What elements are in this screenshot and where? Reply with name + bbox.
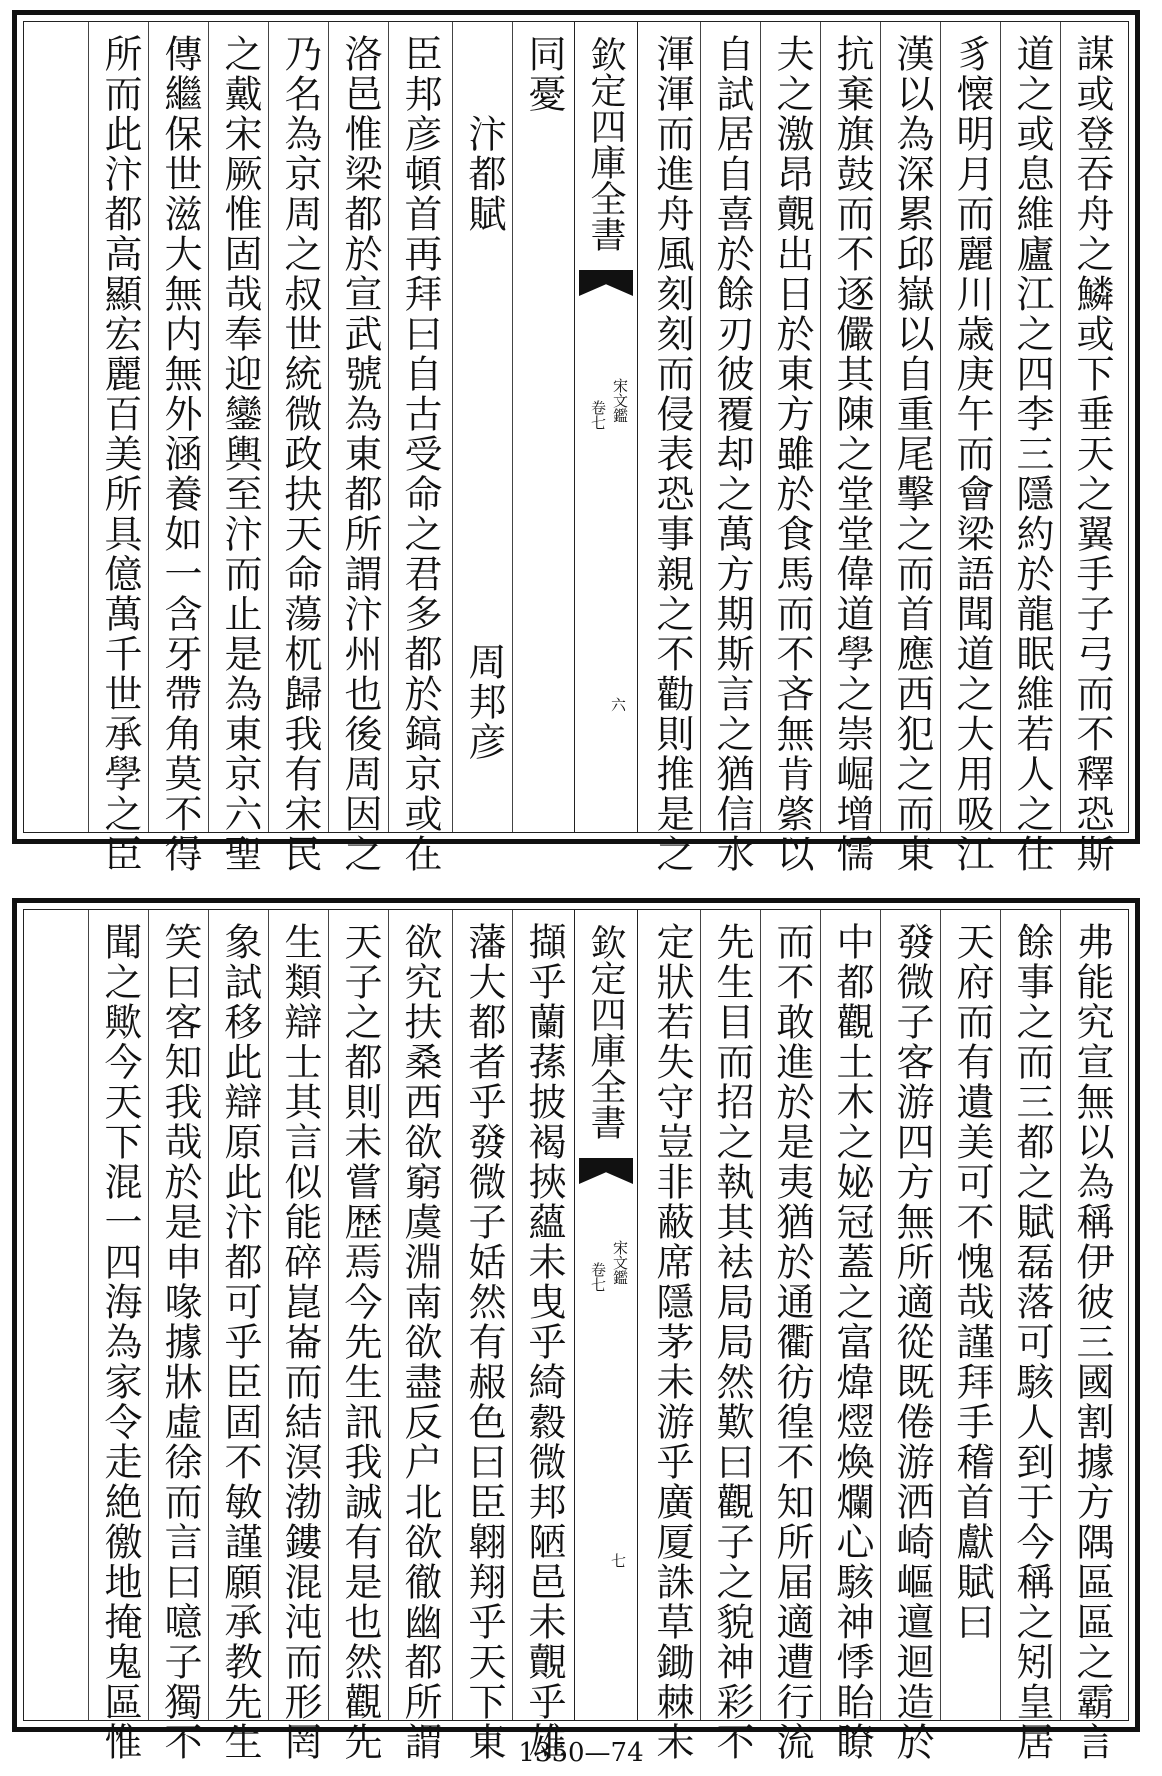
column-rule [1060, 910, 1061, 1720]
text-column: 而不敢進於是夷猶於通衢彷徨不知所届適遭行流 [770, 922, 814, 1762]
column-rule [388, 910, 389, 1720]
text-column: 天府而有遺美可不愧哉謹拜手稽首獻賦曰 [950, 922, 994, 1642]
fish-tail-mark [579, 270, 633, 296]
column-rule [1060, 22, 1061, 832]
column-rule [452, 910, 453, 1720]
source-book: 宋文鑑 [611, 378, 629, 423]
text-column: 之戴宋厥惟固哉奉迎鑾輿至汴而止是為東京六聖 [218, 34, 262, 874]
text-column: 定狀若失守豈非蔽席隱茅未游乎廣厦誅草鋤棘未 [650, 922, 694, 1762]
footer-page-code: 1350—74 [518, 1738, 644, 1768]
column-rule [1000, 910, 1001, 1720]
text-column: 擷乎蘭蓀披褐挾蘊未曳乎綺縠微邦陋邑未覿乎雄 [522, 922, 566, 1762]
text-column: 道之或息維廬江之四李三隱約於龍眠維若人之仕 [1010, 34, 1054, 874]
source-book: 宋文鑑 [611, 1240, 629, 1285]
column-rule [1000, 22, 1001, 832]
column-rule [880, 910, 881, 1720]
text-column: 中都觀土木之妼冠蓋之富煒熤煥爛心駭神悸眙瞭 [830, 922, 874, 1762]
column-rule [452, 22, 453, 832]
column-rule [760, 22, 761, 832]
text-column: 乃名為京周之叔世統微政抉天命蕩杌歸我有宋民 [278, 34, 322, 874]
text-column: 洛邑惟梁都於宣武號為東都所謂汴州也後周因之 [338, 34, 382, 874]
column-rule [880, 22, 881, 832]
text-column: 發微子客游四方無所適從既倦游洒崎嶇邅迴造於 [890, 922, 934, 1762]
text-column: 謀或登吞舟之鱗或下垂天之翼手子弓而不釋恐斯 [1070, 34, 1114, 874]
column-rule [208, 22, 209, 832]
text-column: 象試移此辯原此汴都可乎臣固不敏謹願承教先生 [218, 922, 262, 1762]
column-rule [820, 910, 821, 1720]
text-column: 弗能究宣無以為稱伊彼三國割據方隅區區之霸言 [1070, 922, 1114, 1762]
fish-tail-mark [579, 1158, 633, 1184]
text-column: 夫之激昂覿出日於東方雖於食馬而不吝無肯綮以 [770, 34, 814, 874]
column-rule [512, 22, 513, 832]
text-column: 豸懐明月而麗川歳庚午而會梁語聞道之大用吸江 [950, 34, 994, 874]
text-column: 渾渾而進舟風刻刻而侵表恐事親之不勸則推是之 [650, 34, 694, 874]
text-column: 生類辯士其言似能碎崑崙而結溟渤鏤混沌而形罔 [278, 922, 322, 1762]
column-rule [512, 910, 513, 1720]
text-column: 欲究扶桑西欲窮虞淵南欲盡反户北欲徹幽都所謂 [398, 922, 442, 1762]
column-rule [700, 22, 701, 832]
source-juan: 卷七 [589, 1262, 607, 1292]
text-column: 抗棄旗鼓而不逐儼其陳之堂堂偉道學之崇崛增懦 [830, 34, 874, 874]
center-title: 欽定四庫全書 [585, 36, 626, 252]
text-column: 臣邦彦頓首再拜曰自古受命之君多都於鎬京或在 [398, 34, 442, 874]
text-column: 傳繼保世滋大無内無外涵養如一含牙帶角莫不得 [158, 34, 202, 874]
column-rule [760, 910, 761, 1720]
column-rule [148, 22, 149, 832]
column-rule [328, 910, 329, 1720]
source-juan: 卷七 [589, 400, 607, 430]
column-rule [388, 22, 389, 832]
center-title: 欽定四庫全書 [585, 924, 626, 1140]
column-rule [940, 22, 941, 832]
text-column: 笑曰客知我哉於是申喙據牀虛徐而言曰噫子獨不 [158, 922, 202, 1762]
column-rule [148, 910, 149, 1720]
column-rule [268, 22, 269, 832]
page-number: 六 [611, 696, 627, 714]
center-strip [574, 22, 638, 832]
text-column: 藩大都者乎發微子姡然有赧色曰臣翺翔乎天下東 [462, 922, 506, 1762]
column-rule [700, 910, 701, 1720]
column-rule [88, 22, 89, 832]
center-strip [574, 910, 638, 1720]
column-rule [940, 910, 941, 1720]
text-column: 天子之都則未嘗歴焉今先生訊我誠有是也然觀先 [338, 922, 382, 1762]
page-number: 七 [611, 1552, 627, 1570]
text-column: 先生目而招之執其袪局局然歎曰觀子之貌神彩不 [710, 922, 754, 1762]
text-column: 同憂 [522, 34, 566, 114]
text-column: 餘事之而三都之賦磊落可駭人到于今稱之矧皇居 [1010, 922, 1054, 1762]
text-column: 聞之歟今天下混一四海為家令走絶徼地掩鬼區惟 [98, 922, 142, 1762]
author-name: 周邦彦 [462, 642, 506, 762]
top-page-inner-border [23, 21, 1129, 874]
text-column: 所而此汴都高顯宏麗百美所具億萬千世承學之臣 [98, 34, 142, 874]
column-rule [268, 910, 269, 1720]
column-rule [208, 910, 209, 1720]
piece-title: 汴都賦 [462, 114, 506, 234]
text-column: 自試居自喜於餘刃彼覆却之萬方期斯言之猶信水 [710, 34, 754, 874]
column-rule [820, 22, 821, 832]
text-column: 漢以為深累邱嶽以自重尾擊之而首應西犯之而東 [890, 34, 934, 874]
top-page-frame [12, 10, 1140, 874]
column-rule [88, 910, 89, 1720]
column-rule [328, 22, 329, 832]
